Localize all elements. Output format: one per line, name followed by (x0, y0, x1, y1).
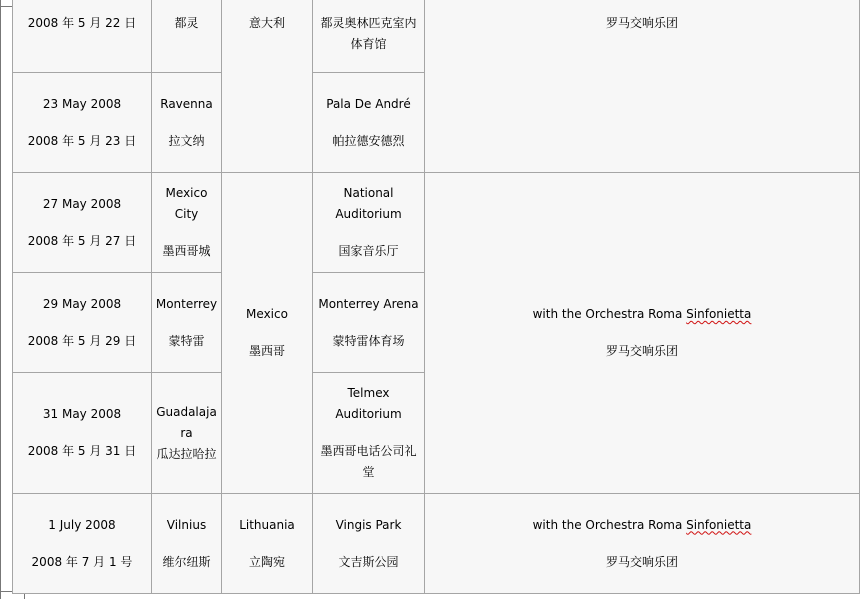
city-cell (152, 494, 222, 594)
country-cell-italy (222, 0, 313, 173)
date-en: 31 May 2008 (42, 407, 122, 421)
spellcheck-marked-word: Sinfonietta (686, 307, 752, 321)
date-en: 23 May 2008 (42, 96, 122, 111)
note-cell-lithuania (425, 494, 860, 594)
city-en: Guadalajara (156, 404, 217, 440)
venue-cell (313, 0, 425, 73)
spellcheck-marked-word: Sinfonietta (686, 517, 752, 532)
country-en: Mexico (246, 307, 288, 321)
note-cell-mexico (425, 173, 860, 494)
country-zh: 意大利 (248, 16, 285, 30)
city-en: Mexico City (165, 186, 208, 221)
date-cell (13, 273, 152, 373)
city-zh: 都灵 (174, 16, 199, 30)
note-en (428, 515, 856, 536)
city-zh: 墨西哥城 (162, 244, 211, 258)
venue-zh: 帕拉德安德烈 (332, 133, 405, 148)
venue-en: Monterrey Arena (318, 296, 419, 311)
date-cell (13, 494, 152, 594)
country-zh: 立陶宛 (248, 554, 285, 569)
date-en: 29 May 2008 (42, 296, 122, 311)
venue-zh: 墨西哥电话公司礼堂 (320, 444, 417, 479)
date-zh: 2008 年 7 月 1 号 (31, 554, 133, 569)
venue-zh: 蒙特雷体育场 (332, 333, 405, 348)
date-zh: 2008 年 5 月 31 日 (27, 444, 137, 458)
city-en: Monterrey (155, 296, 218, 311)
table-row (13, 173, 860, 273)
date-cell (13, 173, 152, 273)
city-en: Vilnius (166, 517, 207, 532)
venue-zh: 文吉斯公园 (338, 554, 399, 569)
note-zh: 罗马交响乐团 (605, 344, 678, 358)
city-cell (152, 373, 222, 494)
table-row (13, 0, 860, 73)
venue-en: Telmex Auditorium (335, 386, 402, 421)
city-zh: 蒙特雷 (168, 333, 205, 348)
venue-cell (313, 173, 425, 273)
venue-cell (313, 73, 425, 173)
venue-cell (313, 494, 425, 594)
note-en (428, 304, 856, 325)
venue-en: Vingis Park (335, 517, 402, 532)
date-zh: 2008 年 5 月 27 日 (27, 233, 137, 248)
country-cell-lithuania (222, 494, 313, 594)
concert-schedule-table (12, 0, 860, 594)
date-zh: 2008 年 5 月 29 日 (27, 333, 137, 348)
city-zh: 瓜达拉哈拉 (156, 446, 217, 461)
note-zh: 罗马交响乐团 (605, 16, 678, 30)
venue-cell (313, 373, 425, 494)
note-en-prefix: with the Orchestra Roma (532, 517, 687, 532)
city-cell (152, 0, 222, 73)
country-en: Lithuania (239, 517, 295, 532)
page-left-margin-line (0, 0, 1, 599)
venue-cell (313, 273, 425, 373)
venue-zh: 都灵奥林匹克室内体育馆 (320, 16, 417, 51)
venue-en: Pala De André (326, 96, 411, 111)
city-cell (152, 73, 222, 173)
date-cell (13, 0, 152, 73)
venue-zh: 国家音乐厅 (338, 244, 399, 258)
date-en: 27 May 2008 (42, 196, 122, 211)
date-zh: 2008 年 5 月 23 日 (27, 133, 137, 148)
date-en: 1 July 2008 (48, 517, 116, 532)
date-cell (13, 373, 152, 494)
city-zh: 拉文纳 (168, 133, 205, 148)
note-cell-italy (425, 0, 860, 173)
note-en-prefix: with the Orchestra Roma (532, 307, 687, 321)
country-zh: 墨西哥 (248, 344, 285, 358)
country-cell-mexico (222, 173, 313, 494)
city-en: Ravenna (160, 96, 213, 111)
city-cell (152, 173, 222, 273)
city-zh: 维尔纽斯 (162, 554, 211, 569)
table-row (13, 494, 860, 594)
note-zh: 罗马交响乐团 (605, 554, 678, 569)
date-cell (13, 73, 152, 173)
venue-en: National Auditorium (335, 186, 402, 221)
city-cell (152, 273, 222, 373)
date-zh: 2008 年 5 月 22 日 (27, 16, 137, 30)
